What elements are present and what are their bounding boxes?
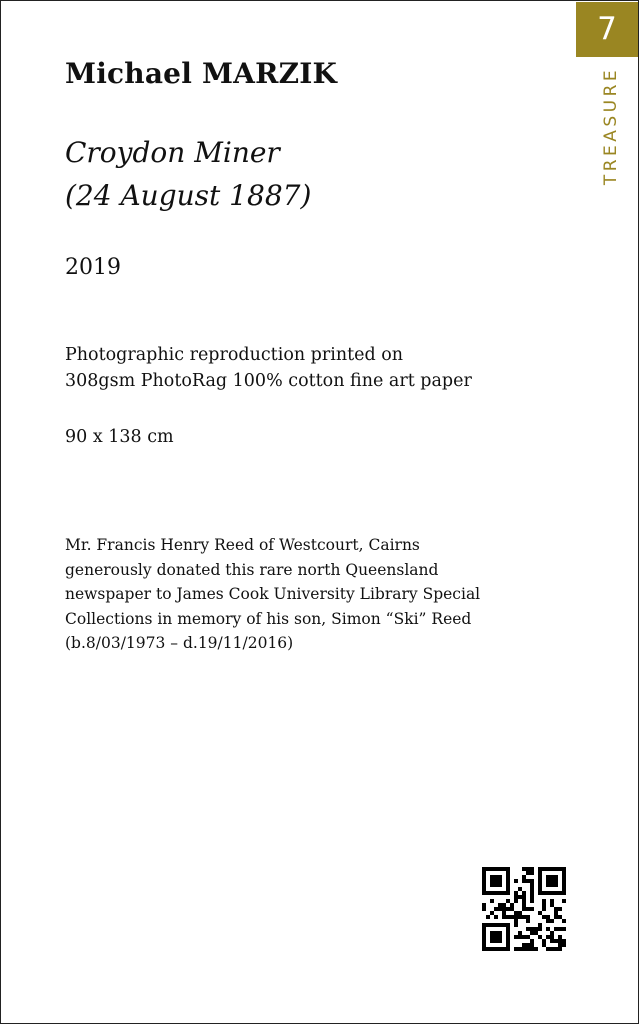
qr-module (498, 931, 502, 935)
qr-module (514, 919, 518, 923)
qr-module (490, 911, 494, 915)
qr-module (506, 927, 510, 931)
qr-module (530, 899, 534, 903)
qr-module (554, 907, 558, 911)
medium-line: Photographic reproduction printed on (65, 345, 404, 365)
qr-module (522, 895, 526, 899)
qr-module (530, 927, 534, 931)
qr-module (486, 867, 490, 871)
qr-module (522, 899, 526, 903)
qr-module (554, 915, 558, 919)
qr-module (502, 915, 506, 919)
qr-module (482, 883, 486, 887)
qr-module (482, 891, 486, 895)
qr-module (490, 947, 494, 951)
qr-module (498, 903, 502, 907)
qr-module (526, 867, 530, 871)
qr-module (530, 939, 534, 943)
qr-module (538, 923, 542, 927)
qr-module (498, 867, 502, 871)
qr-module (530, 879, 534, 883)
qr-module (502, 907, 506, 911)
qr-module (550, 875, 554, 879)
qr-module (494, 875, 498, 879)
qr-module (542, 915, 546, 919)
qr-module (490, 867, 494, 871)
qr-module (486, 923, 490, 927)
qr-module (482, 879, 486, 883)
qr-module (550, 935, 554, 939)
qr-module (522, 891, 526, 895)
qr-module (534, 927, 538, 931)
qr-module (526, 927, 530, 931)
qr-module (514, 947, 518, 951)
qr-module (526, 915, 530, 919)
qr-module (506, 891, 510, 895)
qr-module (498, 939, 502, 943)
qr-module (558, 891, 562, 895)
qr-module (498, 923, 502, 927)
qr-module (558, 927, 562, 931)
qr-module (522, 879, 526, 883)
qr-module (490, 879, 494, 883)
qr-module (498, 883, 502, 887)
qr-module (554, 867, 558, 871)
qr-module (526, 879, 530, 883)
qr-module (506, 939, 510, 943)
qr-module (522, 915, 526, 919)
qr-module (482, 887, 486, 891)
qr-module (490, 939, 494, 943)
qr-module (538, 875, 542, 879)
qr-module (558, 939, 562, 943)
qr-module (518, 935, 522, 939)
qr-module (514, 911, 518, 915)
qr-module (506, 875, 510, 879)
qr-module (554, 875, 558, 879)
qr-module (546, 919, 550, 923)
qr-module (506, 923, 510, 927)
artwork-title (65, 131, 545, 217)
qr-module (542, 903, 546, 907)
qr-code-icon[interactable] (482, 867, 566, 951)
qr-module (522, 903, 526, 907)
qr-module (494, 879, 498, 883)
qr-module (538, 927, 542, 931)
qr-module (562, 899, 566, 903)
qr-module (530, 947, 534, 951)
qr-module (482, 903, 486, 907)
qr-module (502, 947, 506, 951)
qr-module (562, 875, 566, 879)
qr-module (482, 931, 486, 935)
qr-module (534, 947, 538, 951)
qr-module (550, 931, 554, 935)
qr-module (554, 911, 558, 915)
qr-module (494, 867, 498, 871)
qr-module (554, 879, 558, 883)
qr-module (530, 895, 534, 899)
qr-module (494, 947, 498, 951)
qr-module (530, 867, 534, 871)
qr-module (498, 891, 502, 895)
qr-module (486, 891, 490, 895)
qr-module (554, 927, 558, 931)
qr-module (530, 931, 534, 935)
qr-module (490, 923, 494, 927)
qr-module (522, 867, 526, 871)
qr-module (482, 923, 486, 927)
medium-line: 308gsm PhotoRag 100% cotton fine art paper (65, 371, 472, 391)
qr-module (506, 943, 510, 947)
qr-module (522, 875, 526, 879)
qr-module (530, 891, 534, 895)
qr-module (562, 871, 566, 875)
qr-module (494, 907, 498, 911)
qr-module (502, 867, 506, 871)
credit-line: Mr. Francis Henry Reed of Westcourt, Cairns (65, 536, 420, 554)
qr-module (502, 903, 506, 907)
qr-module (542, 867, 546, 871)
treasure-number-badge: 7 (576, 2, 638, 57)
qr-module (530, 871, 534, 875)
credit-line: newspaper to James Cook University Library Special (65, 585, 481, 603)
qr-module (558, 907, 562, 911)
credit-line: generously donated this rare north Queensland (65, 560, 439, 579)
qr-module (514, 935, 518, 939)
qr-module (546, 927, 550, 931)
qr-module (506, 935, 510, 939)
qr-module (486, 915, 490, 919)
qr-module (558, 947, 562, 951)
qr-module (554, 947, 558, 951)
qr-module (482, 867, 486, 871)
qr-module (534, 931, 538, 935)
qr-module (522, 947, 526, 951)
qr-module (546, 915, 550, 919)
artist-name: Michael MARZIK (65, 57, 338, 90)
qr-module (538, 867, 542, 871)
qr-module (538, 883, 542, 887)
qr-module (522, 907, 526, 911)
qr-module (482, 871, 486, 875)
qr-module (538, 891, 542, 895)
qr-module (522, 935, 526, 939)
qr-module (550, 947, 554, 951)
qr-module (494, 915, 498, 919)
qr-module (546, 875, 550, 879)
qr-module (526, 871, 530, 875)
qr-module (550, 879, 554, 883)
qr-module (546, 879, 550, 883)
qr-module (494, 883, 498, 887)
qr-module (526, 919, 530, 923)
qr-module (510, 907, 514, 911)
qr-module (506, 883, 510, 887)
artwork-medium (65, 342, 565, 394)
qr-module (518, 895, 522, 899)
qr-module (554, 891, 558, 895)
qr-module (498, 875, 502, 879)
qr-module (526, 907, 530, 911)
qr-module (502, 891, 506, 895)
qr-module (490, 891, 494, 895)
qr-module (482, 947, 486, 951)
qr-module (498, 947, 502, 951)
qr-module (518, 931, 522, 935)
qr-module (506, 879, 510, 883)
qr-module (514, 879, 518, 883)
qr-module (550, 883, 554, 887)
qr-module (506, 899, 510, 903)
qr-module (482, 943, 486, 947)
qr-module (542, 943, 546, 947)
credit-line: Collections in memory of his son, Simon “Ski” Reed (65, 609, 472, 628)
qr-module (526, 947, 530, 951)
qr-module (490, 899, 494, 903)
qr-module (546, 935, 550, 939)
qr-module (514, 899, 518, 903)
qr-module (558, 867, 562, 871)
qr-module (482, 927, 486, 931)
qr-module (510, 903, 514, 907)
qr-module (506, 871, 510, 875)
credit-line: (b.8/03/1973 – d.19/11/2016) (65, 634, 294, 652)
qr-module (494, 931, 498, 935)
artwork-year: 2019 (65, 255, 121, 280)
qr-module (494, 935, 498, 939)
qr-module (542, 907, 546, 911)
qr-module (482, 939, 486, 943)
qr-module (490, 883, 494, 887)
qr-module (506, 887, 510, 891)
qr-module (510, 915, 514, 919)
qr-module (542, 899, 546, 903)
qr-module (562, 867, 566, 871)
qr-module (526, 935, 530, 939)
qr-module (562, 939, 566, 943)
qr-module (506, 947, 510, 951)
qr-module (530, 883, 534, 887)
category-label: TREASURE (601, 66, 621, 186)
qr-module (550, 903, 554, 907)
qr-module (514, 891, 518, 895)
qr-module (482, 875, 486, 879)
qr-module (538, 887, 542, 891)
qr-module (546, 891, 550, 895)
qr-module (550, 899, 554, 903)
qr-module (490, 931, 494, 935)
qr-module (498, 907, 502, 911)
qr-module (514, 915, 518, 919)
qr-module (550, 867, 554, 871)
qr-module (562, 887, 566, 891)
artwork-dimensions: 90 x 138 cm (65, 427, 174, 447)
qr-module (562, 919, 566, 923)
qr-module (518, 947, 522, 951)
qr-module (490, 875, 494, 879)
donation-credit (65, 533, 585, 656)
qr-module (502, 923, 506, 927)
qr-module (546, 867, 550, 871)
qr-module (558, 943, 562, 947)
qr-module (514, 895, 518, 899)
qr-module (562, 927, 566, 931)
qr-module (550, 939, 554, 943)
qr-module (542, 939, 546, 943)
qr-module (538, 911, 542, 915)
qr-module (550, 919, 554, 923)
qr-module (546, 947, 550, 951)
qr-module (486, 947, 490, 951)
qr-module (554, 939, 558, 943)
qr-module (562, 891, 566, 895)
qr-module (562, 879, 566, 883)
qr-module (530, 943, 534, 947)
qr-module (494, 891, 498, 895)
qr-module (506, 907, 510, 911)
qr-module (518, 887, 522, 891)
qr-module (538, 935, 542, 939)
qr-module (562, 943, 566, 947)
qr-module (482, 935, 486, 939)
qr-module (554, 883, 558, 887)
qr-module (506, 867, 510, 871)
qr-module (482, 907, 486, 911)
qr-module (518, 911, 522, 915)
qr-module (530, 907, 534, 911)
qr-module (522, 943, 526, 947)
qr-module (558, 935, 562, 939)
qr-module (502, 911, 506, 915)
qr-module (518, 915, 522, 919)
qr-module (514, 923, 518, 927)
qr-module (538, 871, 542, 875)
artwork-title-line: (24 August 1887) (65, 179, 312, 212)
qr-module (494, 923, 498, 927)
qr-module (506, 931, 510, 935)
artwork-title-line: Croydon Miner (65, 136, 280, 169)
qr-module (550, 891, 554, 895)
qr-module (530, 887, 534, 891)
qr-module (526, 943, 530, 947)
qr-module (498, 935, 502, 939)
qr-module (546, 883, 550, 887)
qr-module (494, 939, 498, 943)
qr-module (538, 879, 542, 883)
qr-module (562, 883, 566, 887)
qr-module (490, 935, 494, 939)
qr-module (542, 891, 546, 895)
qr-module (498, 879, 502, 883)
qr-module (558, 915, 562, 919)
qr-module (506, 915, 510, 919)
